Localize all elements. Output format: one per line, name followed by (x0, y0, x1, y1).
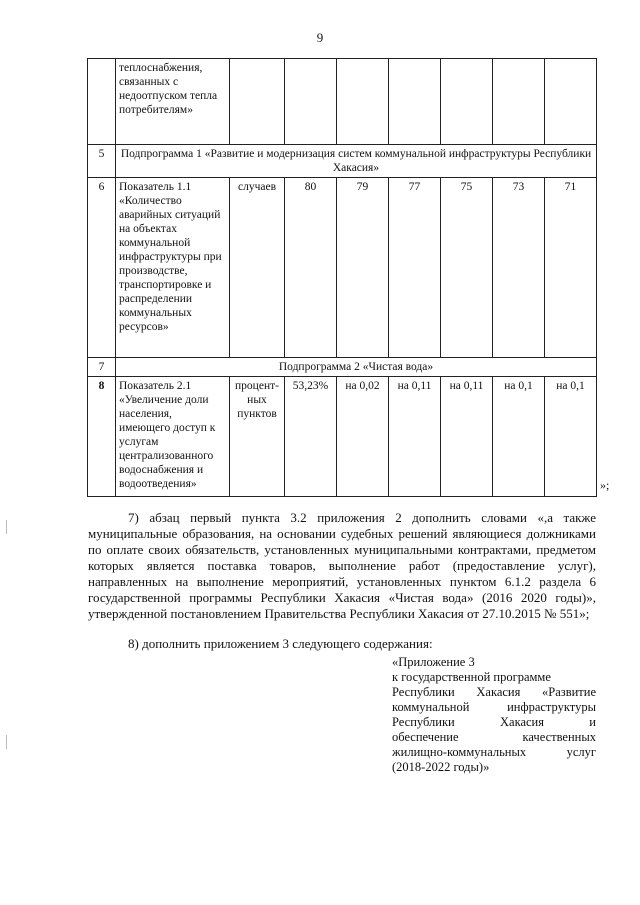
row-number: 8 (88, 377, 116, 497)
annex-line: жилищно-коммунальных услуг (392, 745, 596, 759)
annex-line: обеспечение качественных (392, 730, 596, 744)
indicator-1-value: 73 (493, 178, 545, 358)
continued-indicator-text: теплоснабжения, связанных с недоотпуском тепла потребителям» (116, 59, 230, 145)
page-number: 9 (316, 30, 324, 45)
table-closing-mark: »; (600, 478, 610, 492)
annex-line: Республики Хакасия и (392, 715, 596, 729)
annex-heading (392, 655, 596, 775)
row-number: 5 (88, 145, 116, 178)
table-cell (493, 59, 545, 145)
indicator-2-unit: процент-ных пунктов (230, 377, 285, 497)
table-row (88, 59, 597, 145)
paragraph-8: 8) дополнить приложением 3 следующего содержания: (128, 636, 433, 651)
table-cell (230, 59, 285, 145)
indicator-2-value: на 0,11 (441, 377, 493, 497)
indicator-1-value: 79 (337, 178, 389, 358)
row-number: 6 (88, 178, 116, 358)
table-cell (389, 59, 441, 145)
indicator-2-text: Показатель 2.1 «Увеличение доли населения, имеющего доступ к услугам централизованного водоснабжения и водоотведения» (116, 377, 230, 497)
table-row (88, 145, 597, 178)
table-cell (88, 59, 116, 145)
paragraph-7: 7) абзац первый пункта 3.2 приложения 2 дополнить словами «,а также муниципальные образования, на основании судебных решений являющиеся должниками по оплате своих обязательств, установленных муниципальными контрактами, предметом которых является поставка товаров, выполнение работ (предоставление услуг), направленных на выполнение мероприятий, установленных пунктом 6.1.2 раздела 6 государственной программы Республики Хакасия «Чистая вода» (2016 2020 годы)», утвержденной постановлением Правительства Республики Хакасия от 27.10.2015 № 551»; (88, 510, 596, 621)
annex-line: коммунальной инфраструктуры (392, 700, 596, 714)
indicator-1-value: 75 (441, 178, 493, 358)
indicator-2-value: 53,23% (285, 377, 337, 497)
table-row (88, 358, 597, 377)
subprogram-1-title: Подпрограмма 1 «Развитие и модернизация систем коммунальной инфраструктуры Республики Хакасия» (116, 145, 597, 178)
indicator-1-unit: случаев (230, 178, 285, 358)
table-cell (285, 59, 337, 145)
table-cell (545, 59, 597, 145)
indicator-1-value: 80 (285, 178, 337, 358)
annex-line: «Приложение 3 (392, 655, 475, 669)
annex-line: к государственной программе (392, 670, 551, 684)
table-cell (337, 59, 389, 145)
annex-line: Республики Хакасия «Развитие (392, 685, 596, 699)
subprogram-2-title: Подпрограмма 2 «Чистая вода» (116, 358, 597, 377)
table-cell (441, 59, 493, 145)
indicator-1-value: 77 (389, 178, 441, 358)
indicator-1-value: 71 (545, 178, 597, 358)
scan-margin-mark (6, 520, 7, 534)
indicator-2-value: на 0,11 (389, 377, 441, 497)
indicators-table (87, 58, 597, 497)
indicator-1-text: Показатель 1.1 «Количество аварийных ситуаций на объектах коммунальной инфраструктуры при производстве, транспортировке и распределении коммунальных ресурсов» (116, 178, 230, 358)
row-number: 7 (88, 358, 116, 377)
indicator-2-value: на 0,1 (545, 377, 597, 497)
indicator-2-value: на 0,1 (493, 377, 545, 497)
table-row (88, 178, 597, 358)
table-row (88, 377, 597, 497)
indicator-2-value: на 0,02 (337, 377, 389, 497)
annex-line: (2018-2022 годы)» (392, 760, 490, 774)
scan-margin-mark (6, 735, 7, 749)
